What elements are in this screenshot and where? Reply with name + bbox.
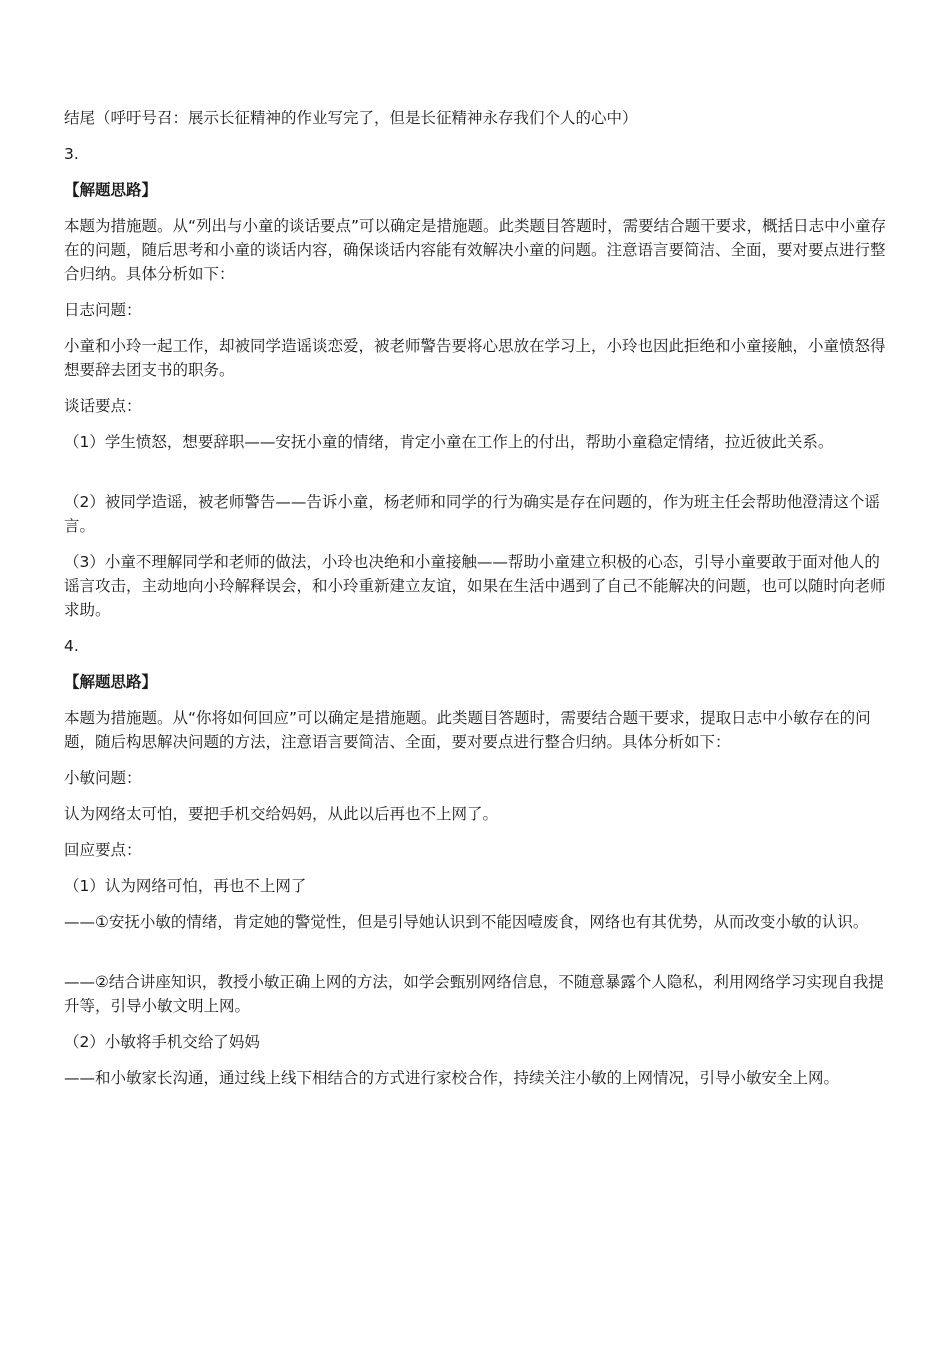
q4-heading: 【解题思路】 (64, 673, 158, 691)
q4-issue-text: 认为网络太可怕，要把手机交给妈妈，从此以后再也不上网了。 (64, 805, 499, 823)
q3-point-2: （2）被同学造谣，被老师警告——告诉小童，杨老师和同学的行为确实是存在问题的，作为班主任会帮助他澄清这个谣言。 (64, 493, 880, 535)
q3-issue-label: 日志问题： (64, 301, 142, 319)
q4-points-label: 回应要点： (64, 841, 142, 859)
closing-line: 结尾（呼吁号召：展示长征精神的作业写完了，但是长征精神永存我们个人的心中） (64, 109, 638, 127)
question-number-3: 3. (64, 145, 79, 163)
q4-point-1-b: ——②结合讲座知识，教授小敏正确上网的方法，如学会甄别网络信息，不随意暴露个人隐私，利用网络学习实现自我提升等，引导小敏文明上网。 (64, 973, 884, 1015)
q4-point-1-title: （1）认为网络可怕，再也不上网了 (64, 877, 307, 895)
q4-point-1-a: ——①安抚小敏的情绪，肯定她的警觉性，但是引导她认识到不能因噎废食，网络也有其优势，从而改变小敏的认识。 (64, 913, 869, 931)
q3-points-label: 谈话要点： (64, 397, 142, 415)
q3-point-3: （3）小童不理解同学和老师的做法，小玲也决绝和小童接触——帮助小童建立积极的心态，引导小童要敢于面对他人的谣言攻击，主动地向小玲解释误会，和小玲重新建立友谊，如果在生活中遇到了自己不能解决的问题，也可以随时向老师求助。 (64, 553, 886, 619)
q4-intro: 本题为措施题。从“你将如何回应”可以确定是措施题。此类题目答题时，需要结合题干要求，提取日志中小敏存在的问题，随后构思解决问题的方法，注意语言要简洁、全面，要对要点进行整合归纳。具体分析如下： (64, 709, 871, 751)
q3-issue-text: 小童和小玲一起工作，却被同学造谣谈恋爱，被老师警告要将心思放在学习上，小玲也因此拒绝和小童接触，小童愤怒得想要辞去团支书的职务。 (64, 337, 886, 379)
question-number-4: 4. (64, 637, 79, 655)
q4-point-2-title: （2）小敏将手机交给了妈妈 (64, 1033, 260, 1051)
q3-intro: 本题为措施题。从“列出与小童的谈话要点”可以确定是措施题。此类题目答题时，需要结合题干要求，概括日志中小童存在的问题，随后思考和小童的谈话内容，确保谈话内容能有效解决小童的问题。注意语言要简洁、全面，要对要点进行整合归纳。具体分析如下： (64, 217, 887, 283)
q4-point-2-a: ——和小敏家长沟通，通过线上线下相结合的方式进行家校合作，持续关注小敏的上网情况，引导小敏安全上网。 (64, 1069, 840, 1087)
q4-issue-label: 小敏问题： (64, 769, 142, 787)
q3-heading: 【解题思路】 (64, 181, 158, 199)
q3-point-1: （1）学生愤怒，想要辞职——安抚小童的情绪，肯定小童在工作上的付出，帮助小童稳定情绪，拉近彼此关系。 (64, 433, 834, 451)
